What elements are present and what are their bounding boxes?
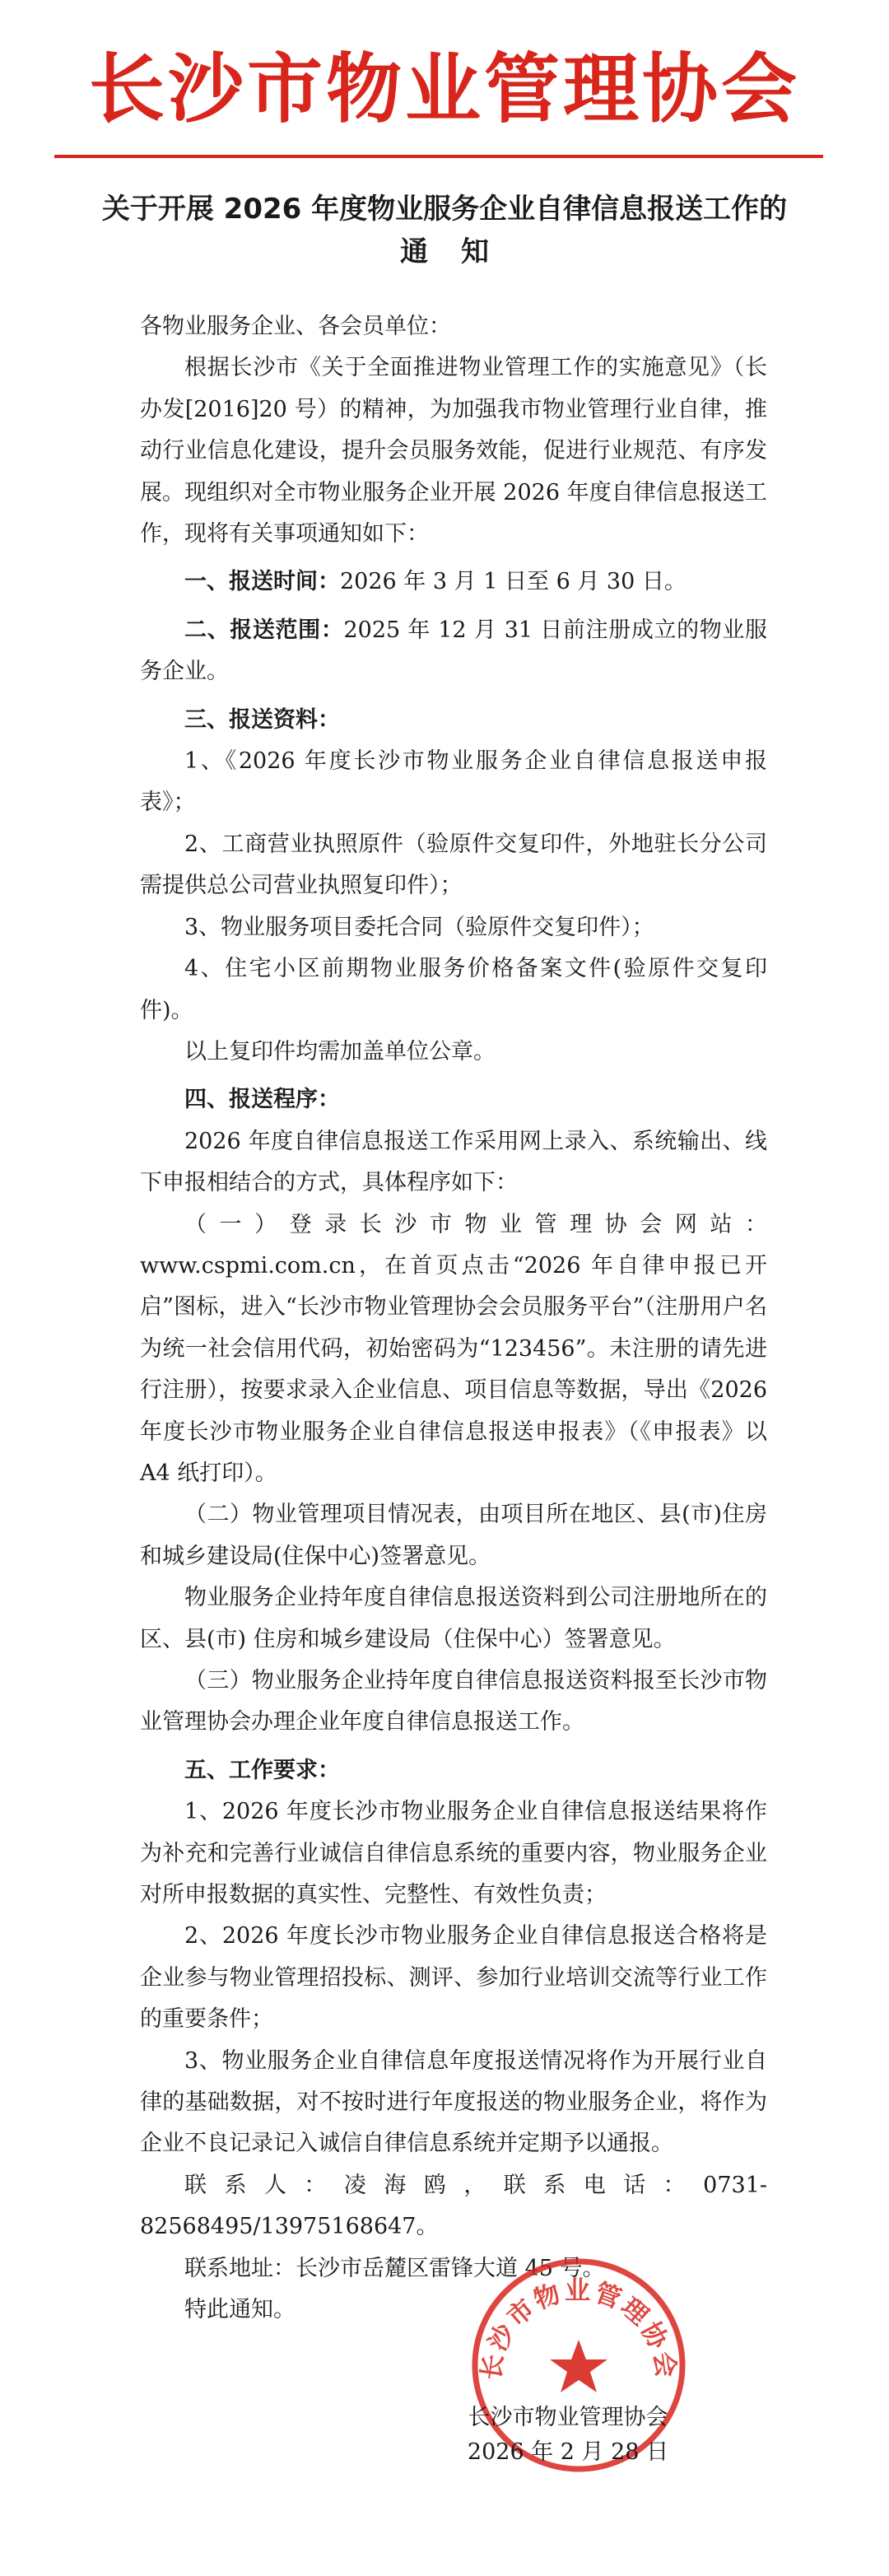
section-2-text: 2025 年 12 月 31 日前注册成立的物业服务企业。 — [140, 617, 768, 685]
issue-date: 2026 年 2 月 28 日 — [467, 2439, 669, 2465]
section-1-text: 2026 年 3 月 1 日至 6 月 30 日。 — [340, 569, 687, 595]
section-1-heading: 一、报送时间： — [184, 569, 340, 595]
signature-block — [444, 2401, 691, 2470]
contact-line: 联系人：凌海鸥，联系电话：0731-82568495/13975168647。 — [140, 2172, 767, 2240]
notice-title-suffix: 通知 — [400, 235, 522, 268]
list-item: 4、住宅小区前期物业服务价格备案文件(验原件交复印件)。 — [140, 956, 767, 1023]
section-3-heading: 三、报送资料： — [184, 706, 340, 733]
section-5 — [140, 1750, 767, 1791]
section-2-heading: 二、报送范围： — [184, 617, 344, 643]
address-line: 联系地址：长沙市岳麓区雷锋大道 45 号。 — [184, 2255, 605, 2281]
list-item: 3、物业服务企业自律信息年度报送情况将作为开展行业自律的基础数据，对不按时进行年度报送的物业服务企业，将作为企业不良记录记入诚信自律信息系统并定期予以通报。 — [140, 2047, 767, 2157]
section-3 — [140, 700, 767, 741]
procedure-step-2: （二）物业管理项目情况表，由项目所在地区、县(市)住房和城乡建设局(住保中心)签署意见。 — [140, 1502, 767, 1569]
section-1 — [140, 561, 767, 603]
list-item: 1、2026 年度长沙市物业服务企业自律信息报送结果将作为补充和完善行业诚信自律信息系统的重要内容，物业服务企业对所申报数据的真实性、完整性、有效性负责； — [140, 1799, 767, 1908]
section-4-intro: 2026 年度自律信息报送工作采用网上录入、系统输出、线下申报相结合的方式，具体程序如下： — [140, 1128, 767, 1196]
notice-title: 关于开展 2026 年度物业服务企业自律信息报送工作的 — [101, 193, 788, 226]
masthead-org-name: 长沙市物业管理协会 — [88, 44, 800, 133]
section-2 — [140, 610, 767, 693]
list-item: 1、《2026 年度长沙市物业服务企业自律信息报送申报表》； — [140, 748, 767, 816]
procedure-step-2b: 物业服务企业持年度自律信息报送资料到公司注册地所在的区、县(市) 住房和城乡建设局（住保中心）签署意见。 — [140, 1585, 767, 1652]
procedure-step-3: （三）物业服务企业持年度自律信息报送资料报至长沙市物业管理协会办理企业年度自律信息报送工作。 — [140, 1668, 767, 1735]
list-item: 3、物业服务项目委托合同（验原件交复印件）； — [184, 914, 654, 940]
intro-paragraph: 根据长沙市《关于全面推进物业管理工作的实施意见》（长办发[2016]20 号）的精神，为加强我市物业管理行业自律，推动行业信息化建设，提升会员服务效能，促进行业规范、有序发展。现组织对全市物业服务企业开展 2026 年度自律信息报送工作，现将有关事项通知如下： — [140, 355, 767, 547]
salutation: 各物业服务企业、各会员单位： — [140, 314, 451, 339]
signer-name: 长沙市物业管理协会 — [468, 2405, 668, 2430]
seal-star-icon — [550, 2340, 607, 2392]
seal-text: 长沙市物业管理协会 — [476, 2276, 682, 2383]
list-item: 2、工商营业执照原件（验原件交复印件，外地驻长分公司需提供总公司营业执照复印件）； — [140, 831, 767, 899]
procedure-step-1: （一）登录长沙市物业管理协会网站：www.cspmi.com.cn，在首页点击“2026 年自律申报已开启”图标，进入“长沙市物业管理协会会员服务平台”（注册用户名为统一社会信用代码，初始密码为“123456”。未注册的请先进行注册），按要求录入企业信息、项目信息等数据，导出《2026 年度长沙市物业服务企业自律信息报送申报表》（《申报表》以 A4 纸打印）。 — [140, 1211, 767, 1486]
list-item: 2、2026 年度长沙市物业服务企业自律信息报送合格将是企业参与物业管理招投标、测评、参加行业培训交流等行业工作的重要条件； — [140, 1923, 767, 2033]
closing-line: 特此通知。 — [184, 2297, 296, 2323]
section-5-heading: 五、工作要求： — [184, 1757, 340, 1783]
list-item: 以上复印件均需加盖单位公章。 — [184, 1038, 496, 1064]
notice-body — [140, 306, 767, 2331]
section-4 — [140, 1079, 767, 1120]
section-4-heading: 四、报送程序： — [184, 1087, 340, 1113]
red-divider-line — [54, 155, 823, 158]
